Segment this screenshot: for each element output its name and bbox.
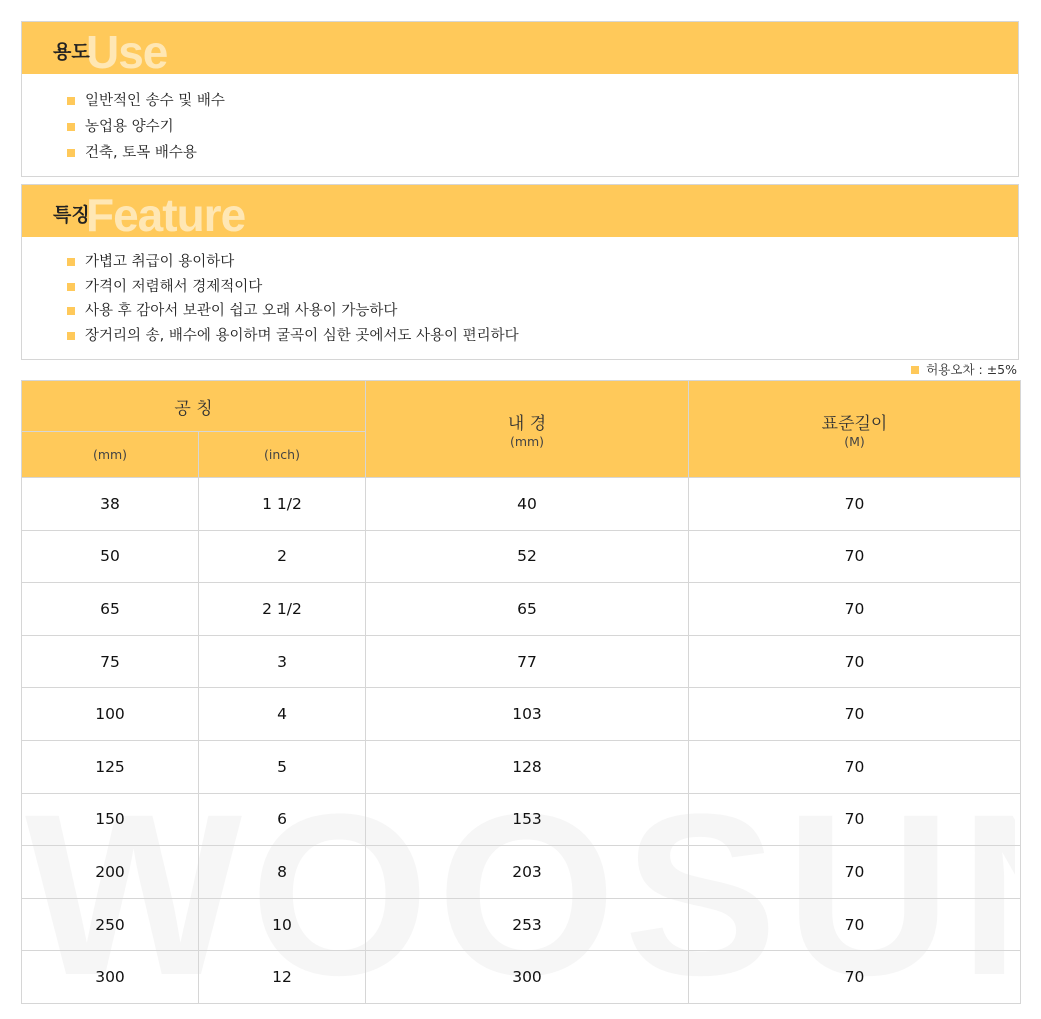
square-bullet-icon (67, 123, 75, 131)
header-nominal-inch: (inch) (199, 432, 366, 478)
feature-list (22, 237, 1018, 348)
use-section (21, 21, 1019, 177)
feature-section (21, 184, 1019, 360)
square-bullet-icon (911, 366, 919, 374)
list-item: 가격이 저렴해서 경제적이다 (66, 275, 1018, 300)
table-row: 300 12 300 70 (22, 951, 1021, 1004)
list-item: 가볍고 취급이 용이하다 (66, 250, 1018, 275)
table-row: 125 5 128 70 (22, 740, 1021, 793)
header-standard-length: 표준길이 (M) (689, 381, 1021, 478)
use-section-title: 용도 (53, 41, 90, 63)
header-nominal-mm: (mm) (22, 432, 199, 478)
square-bullet-icon (67, 332, 75, 340)
feature-section-header (22, 185, 1018, 237)
table-row: 200 8 203 70 (22, 846, 1021, 899)
tolerance-note: 허용오차 : ±5% (911, 361, 1017, 379)
use-section-header (22, 22, 1018, 74)
header-inner-diameter: 내 경 (mm) (366, 381, 689, 478)
spec-table (21, 380, 1021, 1004)
feature-section-watermark: Feature (86, 189, 246, 237)
square-bullet-icon (67, 307, 75, 315)
square-bullet-icon (67, 149, 75, 157)
list-item: 장거리의 송, 배수에 용이하며 굴곡이 심한 곳에서도 사용이 편리하다 (66, 324, 1018, 349)
table-row: 100 4 103 70 (22, 688, 1021, 741)
table-row: 150 6 153 70 (22, 793, 1021, 846)
header-nominal: 공 칭 (22, 381, 366, 432)
table-row: 250 10 253 70 (22, 898, 1021, 951)
use-section-watermark: Use (86, 26, 168, 74)
list-item: 일반적인 송수 및 배수 (66, 88, 1018, 114)
table-row: 50 2 52 70 (22, 530, 1021, 583)
list-item: 사용 후 감아서 보관이 쉽고 오래 사용이 가능하다 (66, 299, 1018, 324)
table-row: 65 2 1/2 65 70 (22, 583, 1021, 636)
use-list (22, 74, 1018, 166)
feature-section-title: 특징 (53, 204, 90, 226)
table-row: 75 3 77 70 (22, 635, 1021, 688)
list-item: 농업용 양수기 (66, 114, 1018, 140)
square-bullet-icon (67, 97, 75, 105)
table-row: 38 1 1/2 40 70 (22, 478, 1021, 531)
list-item: 건축, 토목 배수용 (66, 140, 1018, 166)
square-bullet-icon (67, 258, 75, 266)
square-bullet-icon (67, 283, 75, 291)
